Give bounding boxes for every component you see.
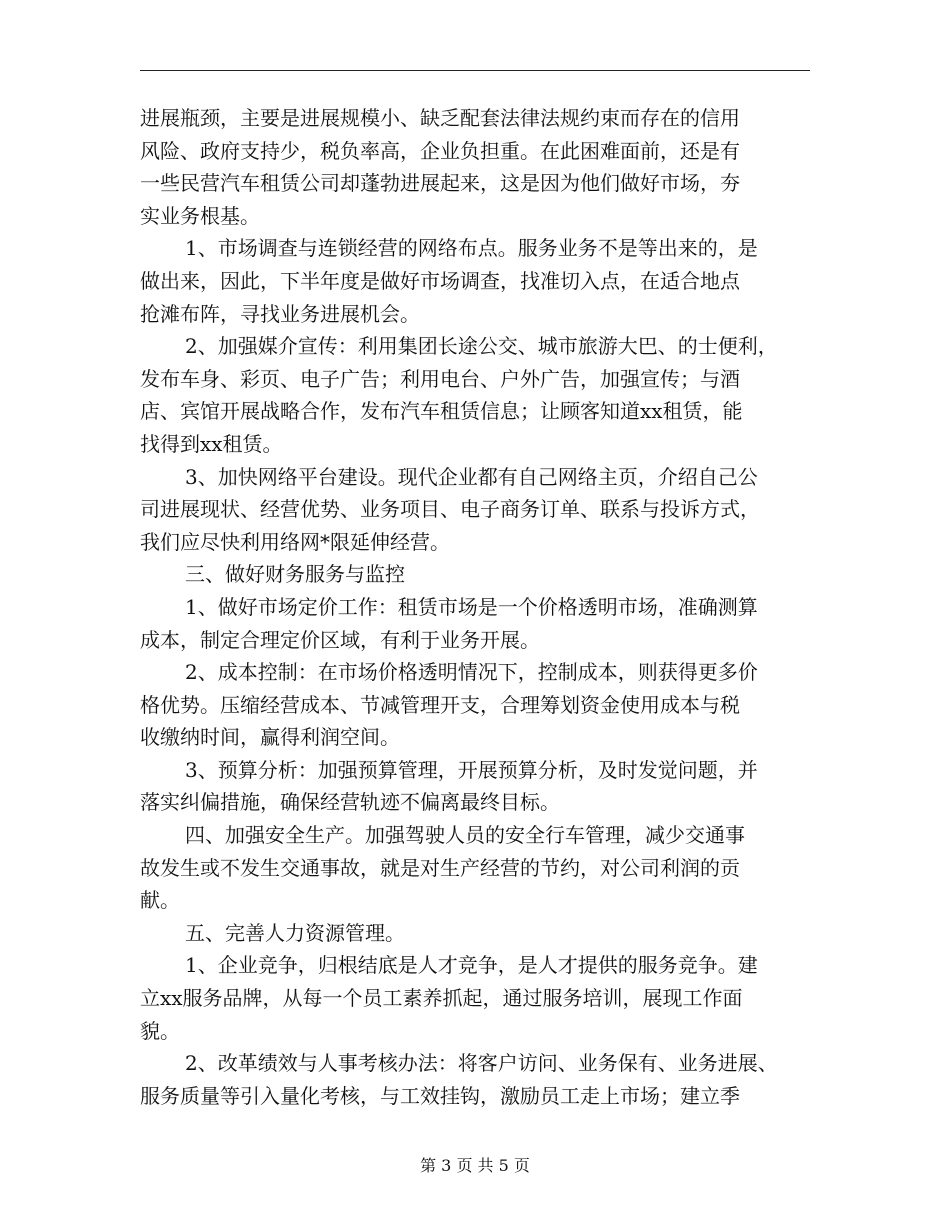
text-line: 1、做好市场定价工作：租赁市场是一个价格透明市场，准确测算 <box>185 594 758 619</box>
text-line: 献。 <box>140 888 180 913</box>
text-line: 做出来，因此，下半年度是做好市场调查，找准切入点，在适合地点 <box>140 268 740 293</box>
text-line: 成本，制定合理定价区域，有利于业务开展。 <box>140 627 540 652</box>
text-line: 进展瓶颈，主要是进展规模小、缺乏配套法律法规约束而存在的信用 <box>140 106 740 130</box>
text-line: 1、企业竞争，归根结底是人才竞争，是人才提供的服务竞争。建 <box>185 953 758 978</box>
text-line: 2、改革绩效与人事考核办法：将客户访问、业务保有、业务进展、 <box>185 1051 778 1076</box>
text-line: 我们应尽快利用络网*限延伸经营。 <box>140 529 450 554</box>
text-line: 实业务根基。 <box>140 203 260 228</box>
text-line: 貌。 <box>140 1018 180 1043</box>
text-line: 四、加强安全生产。加强驾驶人员的安全行车管理，减少交通事 <box>185 823 745 848</box>
text-line: 故发生或不发生交通事故，就是对生产经营的节约，对公司利润的贡 <box>140 855 740 880</box>
text-line: 三、做好财务服务与监控 <box>185 562 405 587</box>
text-line: 司进展现状、经营优势、业务项目、电子商务订单、联系与投诉方式， <box>140 497 760 522</box>
text-line: 服务质量等引入量化考核，与工效挂钩，激励员工走上市场；建立季 <box>140 1083 740 1108</box>
text-line: 发布车身、彩页、电子广告；利用电台、户外广告，加强宣传；与酒 <box>140 366 740 391</box>
text-line: 3、加快网络平台建设。现代企业都有自己网络主页，介绍自己公 <box>185 464 758 489</box>
text-line: 抢滩布阵，寻找业务进展机会。 <box>140 301 420 326</box>
text-line: 2、成本控制：在市场价格透明情况下，控制成本，则获得更多价 <box>185 660 758 685</box>
text-line: 格优势。压缩经营成本、节减管理开支，合理筹划资金使用成本与税 <box>140 692 740 717</box>
text-line: 3、预算分析：加强预算管理，开展预算分析，及时发觉问题，并 <box>185 757 758 782</box>
text-line: 一些民营汽车租赁公司却蓬勃进展起来，这是因为他们做好市场，夯 <box>140 171 740 196</box>
text-line: 2、加强媒介宣传：利用集团长途公交、城市旅游大巴、的士便利， <box>185 334 778 359</box>
text-line: 立xx服务品牌，从每一个员工素养抓起，通过服务培训，展现工作面 <box>140 986 743 1011</box>
text-line: 店、宾馆开展战略合作，发布汽车租赁信息；让顾客知道xx租赁，能 <box>140 399 743 424</box>
document-body <box>140 102 830 1112</box>
text-line: 风险、政府支持少，税负率高，企业负担重。在此困难面前，还是有 <box>140 138 740 163</box>
text-line: 找得到xx租赁。 <box>140 431 283 456</box>
text-line: 五、完善人力资源管理。 <box>185 920 405 945</box>
page-footer: 第 3 页 共 5 页 <box>420 1156 530 1175</box>
header-rule <box>140 70 810 71</box>
text-line: 1、市场调查与连锁经营的网络布点。服务业务不是等出来的，是 <box>185 236 758 261</box>
text-line: 落实纠偏措施，确保经营轨迹不偏离最终目标。 <box>140 790 560 815</box>
text-line: 收缴纳时间，赢得利润空间。 <box>140 725 400 750</box>
